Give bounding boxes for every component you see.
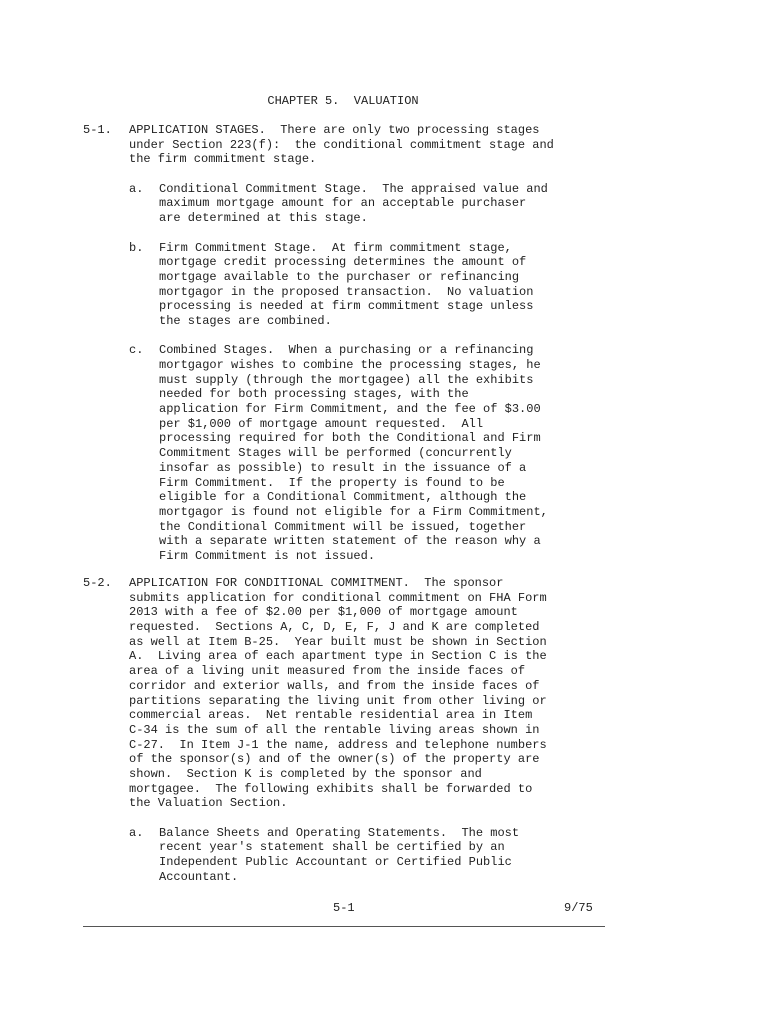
text-line: mortgage credit processing determines the amount of <box>159 255 527 270</box>
section-5-2 <box>83 576 603 884</box>
text-line: requested. Sections A, C, D, E, F, J and K are completed <box>129 620 540 635</box>
text-line: with a separate written statement of the reason why a <box>159 534 541 549</box>
subsection-a <box>129 182 603 226</box>
text-line: shown. Section K is completed by the sponsor and <box>129 766 482 781</box>
text-line: Independent Public Accountant or Certified Public <box>159 855 512 870</box>
text-line: must supply (through the mortgagee) all the exhibits <box>159 372 534 387</box>
text-line: Firm Commitment is not issued. <box>159 548 376 563</box>
text-line: insofar as possible) to result in the issuance of a <box>159 460 527 475</box>
footer-rule <box>83 926 605 927</box>
section-heading <box>83 576 603 811</box>
section-number: 5-1. <box>83 123 112 137</box>
text-line: Firm Commitment Stage. At firm commitment stage, <box>159 240 512 255</box>
text-line: C-27. In Item J-1 the name, address and telephone numbers <box>129 737 547 752</box>
text-line: Firm Commitment. If the property is found to be <box>159 475 505 490</box>
section-5-1 <box>83 123 603 564</box>
text-line: partitions separating the living unit from other living or <box>129 693 547 708</box>
revision-date: 9/75 <box>564 901 593 915</box>
text-line: commercial areas. Net rentable residential area in Item <box>129 708 533 723</box>
text-line: area of a living unit measured from the inside faces of <box>129 664 526 679</box>
text-line: the stages are combined. <box>159 313 332 328</box>
text-line: processing required for both the Conditional and Firm <box>159 431 541 446</box>
text-line: mortgagor is found not eligible for a Firm Commitment, <box>159 504 548 519</box>
text-line: needed for both processing stages, with the <box>159 387 469 402</box>
text-line: Balance Sheets and Operating Statements. The most <box>159 825 520 840</box>
section-paragraph <box>129 123 603 167</box>
text-line: Conditional Commitment Stage. The appraised value and <box>159 181 548 196</box>
text-line: corridor and exterior walls, and from the inside faces of <box>129 678 540 693</box>
text-line: mortgage available to the purchaser or refinancing <box>159 269 520 284</box>
text-line: 2013 with a fee of $2.00 per $1,000 of mortgage amount <box>129 605 518 620</box>
subsection-letter: c. <box>129 343 144 358</box>
subsection-paragraph <box>159 826 603 885</box>
text-line: the firm commitment stage. <box>129 152 317 167</box>
section-heading <box>83 123 603 167</box>
text-line: per $1,000 of mortgage amount requested. All <box>159 416 484 431</box>
page-number: 5-1 <box>333 901 355 915</box>
text-line: APPLICATION STAGES. There are only two processing stages <box>129 123 540 137</box>
text-line: mortgagor wishes to combine the processing stages, he <box>159 358 541 372</box>
subsection-c <box>129 343 603 563</box>
subsection-paragraph <box>159 182 603 226</box>
text-line: A. Living area of each apartment type in Section C is the <box>129 649 547 664</box>
subsection-letter: b. <box>129 240 144 255</box>
text-line: are determined at this stage. <box>159 211 368 226</box>
subsection-letter: a. <box>129 825 144 840</box>
text-line: Combined Stages. When a purchasing or a refinancing <box>159 343 534 358</box>
subsection-b <box>129 241 603 329</box>
text-line: processing is needed at firm commitment stage unless <box>159 299 534 314</box>
text-line: recent year's statement shall be certified by an <box>159 840 505 855</box>
section-paragraph <box>129 576 603 811</box>
text-line: application for Firm Commitment, and the fee of $3.00 <box>159 402 541 417</box>
text-line: mortgagee. The following exhibits shall be forwarded to <box>129 781 533 796</box>
text-line: the Conditional Commitment will be issued, together <box>159 519 527 534</box>
text-line: APPLICATION FOR CONDITIONAL COMMITMENT. The sponsor <box>129 576 504 590</box>
subsection-letter: a. <box>129 181 144 196</box>
text-line: Commitment Stages will be performed (concurrently <box>159 446 512 461</box>
text-line: of the sponsor(s) and of the owner(s) of the property are <box>129 752 540 767</box>
section-number: 5-2. <box>83 576 112 590</box>
text-line: Accountant. <box>159 869 239 884</box>
text-line: the Valuation Section. <box>129 796 288 811</box>
text-line: eligible for a Conditional Commitment, although the <box>159 490 527 505</box>
text-line: as well at Item B-25. Year built must be shown in Section <box>129 634 547 649</box>
text-line: submits application for conditional commitment on FHA Form <box>129 590 547 605</box>
text-line: under Section 223(f): the conditional commitment stage and <box>129 137 554 152</box>
text-line: maximum mortgage amount for an acceptable purchaser <box>159 196 527 211</box>
subsection-paragraph <box>159 343 603 563</box>
text-line: C-34 is the sum of all the rentable living areas shown in <box>129 722 540 737</box>
subsection-paragraph <box>159 241 603 329</box>
text-line: mortgagor in the proposed transaction. No valuation <box>159 284 534 299</box>
chapter-title: CHAPTER 5. VALUATION <box>267 94 419 108</box>
subsection-a <box>129 826 603 885</box>
